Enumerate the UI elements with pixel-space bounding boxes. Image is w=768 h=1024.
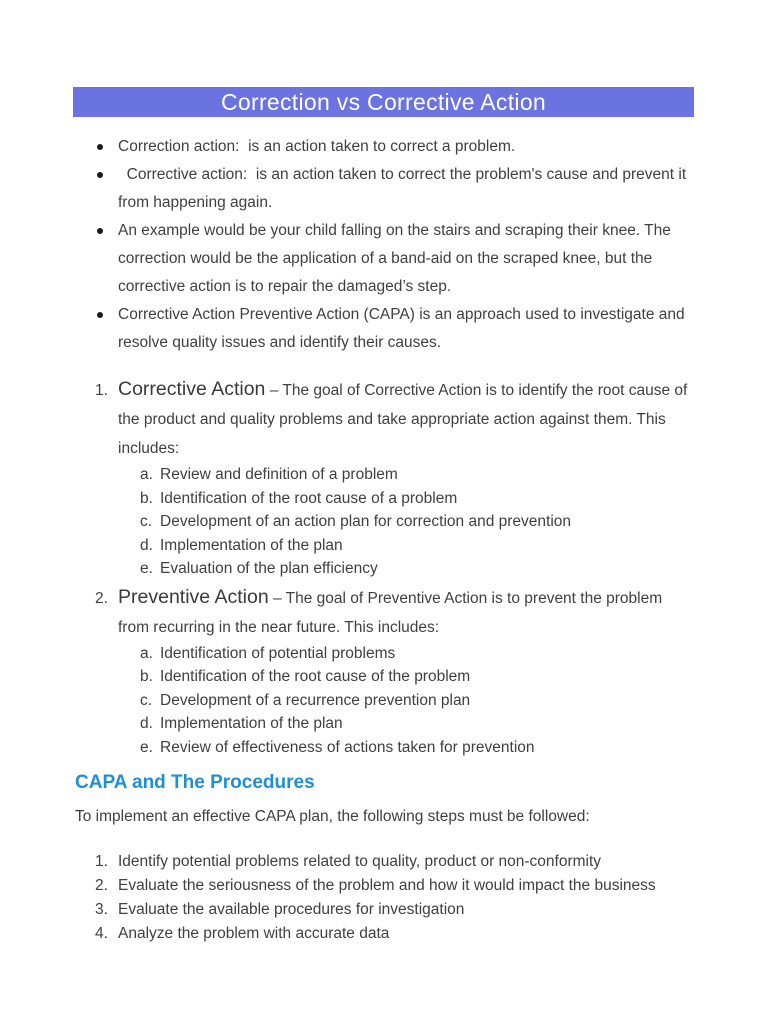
item-term: Preventive Action <box>118 585 269 608</box>
sub-list-item <box>118 534 695 558</box>
bullet-dot-icon <box>97 312 103 318</box>
step-number: 1. <box>95 853 108 870</box>
item-description <box>118 375 695 463</box>
sub-list-item <box>118 689 695 713</box>
definition-bullet-list <box>95 133 695 357</box>
step-number: 3. <box>95 901 108 918</box>
step-item <box>95 898 695 922</box>
item-text: – The goal of Preventive Action is to prevent the problem from recurring in the near future. This includes: <box>118 589 663 636</box>
sub-list-item <box>118 712 695 736</box>
sub-list-item <box>118 665 695 689</box>
section-intro: To implement an effective CAPA plan, the following steps must be followed: <box>75 808 590 825</box>
step-text: Evaluate the seriousness of the problem and how it would impact the business <box>118 877 656 894</box>
sub-letter: a. <box>140 466 153 483</box>
sub-letter: a. <box>140 644 153 662</box>
sub-letter: c. <box>140 513 153 530</box>
sub-list-item <box>118 487 695 511</box>
sub-list-item <box>118 736 695 760</box>
sub-text: Development of an action plan for correction and prevention <box>160 513 571 530</box>
sub-text: Identification of the root cause of a problem <box>160 489 458 507</box>
sub-text: Development of a recurrence prevention plan <box>160 691 471 709</box>
sub-text: Evaluation of the plan efficiency <box>160 560 378 577</box>
step-item <box>95 874 695 898</box>
step-text: Evaluate the available procedures for investigation <box>118 901 465 918</box>
bullet-text: Corrective Action Preventive Action (CAPA) is an approach used to investigate and resolve quality issues and identify their causes. <box>118 306 685 351</box>
sub-list-item <box>118 463 695 487</box>
sub-list <box>118 642 695 760</box>
bullet-text: Correction action: is an action taken to correct a problem. <box>118 138 516 155</box>
bullet-item <box>95 133 695 161</box>
item-term: Corrective Action <box>118 378 266 400</box>
step-text: Analyze the problem with accurate data <box>118 925 390 942</box>
bullet-text: An example would be your child falling on the stairs and scraping their knee. The correction would be the application of a band-aid on the scraped knee, but the corrective action is to repair the damaged’s step. <box>118 222 671 295</box>
bullet-item <box>95 217 695 301</box>
sub-letter: d. <box>140 715 153 732</box>
sub-text: Implementation of the plan <box>160 715 343 732</box>
sub-text: Identification of the root cause of the problem <box>160 668 471 685</box>
step-item <box>95 922 695 946</box>
step-number: 2. <box>95 877 108 894</box>
section-heading: CAPA and The Procedures <box>75 772 315 793</box>
sub-letter: b. <box>140 489 153 507</box>
sub-letter: e. <box>140 560 153 577</box>
sub-list-item <box>118 642 695 666</box>
bullet-dot-icon <box>97 172 103 178</box>
action-type-item <box>95 583 695 760</box>
bullet-dot-icon <box>97 228 103 234</box>
item-number: 1. <box>95 382 108 399</box>
title-banner <box>73 87 694 117</box>
step-number: 4. <box>95 925 108 942</box>
sub-letter: e. <box>140 738 153 756</box>
capa-steps-list <box>95 850 695 946</box>
item-text: – The goal of Corrective Action is to identify the root cause of the product and quality problems and take appropriate action against them. This includes: <box>118 382 688 457</box>
bullet-dot-icon <box>97 144 103 150</box>
sub-list <box>118 463 695 581</box>
sub-text: Review and definition of a problem <box>160 466 398 483</box>
bullet-item <box>95 161 695 217</box>
action-type-item <box>95 375 695 581</box>
sub-list-item <box>118 557 695 581</box>
sub-text: Review of effectiveness of actions taken for prevention <box>160 738 535 756</box>
sub-text: Identification of potential problems <box>160 644 396 662</box>
sub-letter: c. <box>140 691 153 709</box>
step-text: Identify potential problems related to quality, product or non-conformity <box>118 853 602 870</box>
item-description <box>118 583 695 642</box>
sub-letter: d. <box>140 536 153 554</box>
sub-letter: b. <box>140 668 153 685</box>
action-types-list <box>95 375 695 761</box>
bullet-text: Corrective action: is an action taken to correct the problem's cause and prevent it from happening again. <box>118 166 691 211</box>
step-item <box>95 850 695 874</box>
item-number: 2. <box>95 589 108 607</box>
sub-list-item <box>118 510 695 534</box>
sub-text: Implementation of the plan <box>160 536 343 554</box>
bullet-item <box>95 301 695 357</box>
page-title: Correction vs Corrective Action <box>220 88 547 115</box>
